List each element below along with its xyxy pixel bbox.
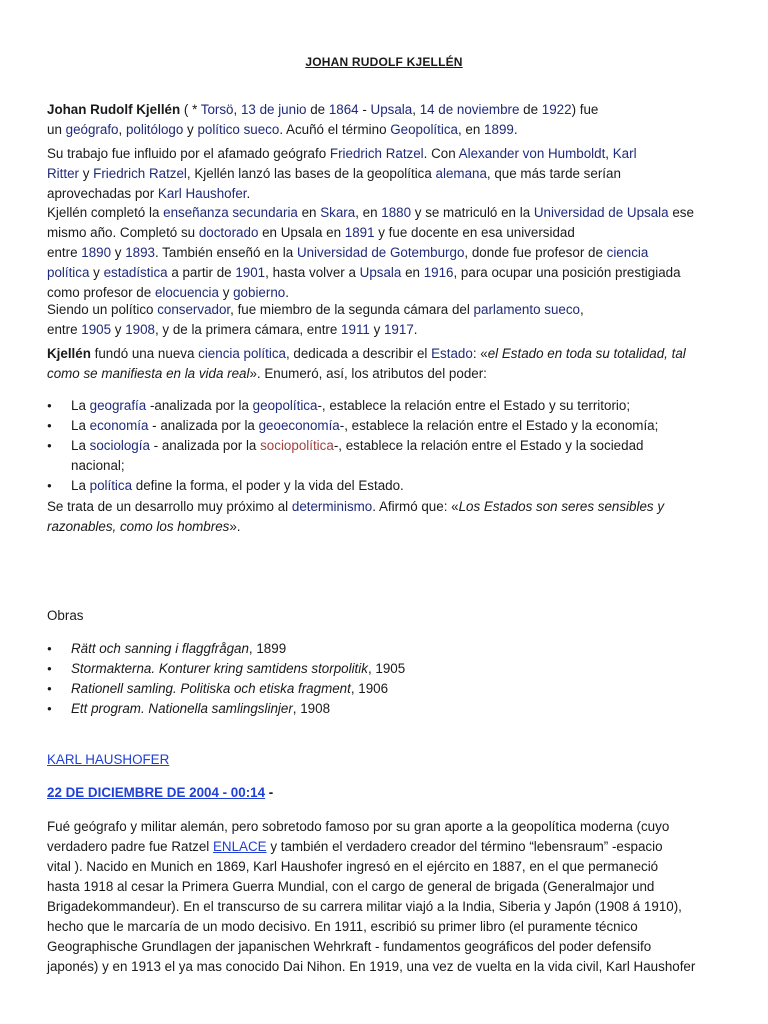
link-1899[interactable]: 1899 [484, 122, 514, 137]
list-item: ● La economía - analizada por la geoeconomía-, establece la relación entre el Estado y la economía; [47, 416, 727, 436]
link-geopolitica[interactable]: Geopolítica [390, 122, 458, 137]
link-gobierno[interactable]: gobierno [233, 285, 286, 300]
list-item: ● Rationell samling. Politiska och etiska fragment, 1906 [47, 679, 727, 699]
page-title: JOHAN RUDOLF KJELLÉN [305, 55, 463, 69]
link-geografo[interactable]: geógrafo [65, 122, 119, 137]
link-1911[interactable]: 1911 [341, 322, 370, 337]
link-estadistica[interactable]: estadística [103, 265, 168, 280]
haushofer-paragraph: Fué geógrafo y militar alemán, pero sobretodo famoso por su gran aporte a la geopolítica moderna (cuyo verdadero padre fue Ratzel ENLACE y también el verdadero creador del término “lebensraum” -espacio vital ). Nacido en Munich en 1869, Karl Haushofer ingresó en el ejército en 1887, en el que permaneció hasta 1918 al cesar la Primera Guerra Mundial, con el cargo de general de brigada (Generalmajor und Brigadekommandeur). En el transcurso de su carrera militar viajó a la India, Siberia y Japón (1908 á 1910), hecho que le marcaría de un modo decisivo. En 1911, escribió su primer libro (el puramente técnico Geographische Grundlagen der japanischen Wehrkraft - fundamentos geográficos del poder defensifo japonés) y en 1913 el ya mas conocido Dai Nihon. En 1919, una vez de vuelta en la vida civil, Karl Haushofer [47, 819, 696, 974]
link-1922[interactable]: 1922 [541, 102, 572, 117]
politics-paragraph: Siendo un político conservador, fue miembro de la segunda cámara del parlamento sueco, entre 1905 y 1908, y de la primera cámara, entre 1911 y 1917. [47, 302, 584, 337]
link-1890[interactable]: 1890 [81, 245, 112, 260]
link-politica[interactable]: política [47, 265, 90, 280]
link-1905[interactable]: 1905 [81, 322, 112, 337]
link-ratzel-2[interactable]: Friedrich Ratzel [93, 166, 187, 181]
link-13-junio[interactable]: 13 de junio [240, 102, 307, 117]
link-geopolitica-2[interactable]: geopolítica [252, 398, 318, 413]
link-upsala[interactable]: Upsala [370, 102, 413, 117]
link-post-date[interactable]: 22 DE DICIEMBRE DE 2004 - 00:14 [47, 785, 266, 800]
attributes-list [47, 396, 727, 496]
link-humboldt[interactable]: Alexander von Humboldt [458, 146, 606, 161]
link-karl-ritter-2[interactable]: Ritter [47, 166, 79, 181]
link-doctorado[interactable]: doctorado [198, 225, 259, 240]
link-ciencia-politica[interactable]: ciencia política [198, 346, 286, 361]
link-estado[interactable]: Estado [431, 346, 473, 361]
link-geografia[interactable]: geografía [89, 398, 147, 413]
link-enlace[interactable]: ENLACE [213, 839, 267, 854]
link-politica-2[interactable]: política [89, 478, 133, 493]
link-conservador[interactable]: conservador [157, 302, 231, 317]
determinism-paragraph: Se trata de un desarrollo muy próximo al determinismo. Afirmó que: «Los Estados son seres sensibles y razonables, como los hombres». [47, 499, 665, 534]
link-geoeconomia[interactable]: geoeconomía [258, 418, 340, 433]
works-list [47, 639, 727, 719]
link-sociologia[interactable]: sociología [89, 438, 150, 453]
education-paragraph: Kjellén completó la enseñanza secundaria en Skara, en 1880 y se matriculó en la Universidad de Upsala ese mismo año. Completó su doctorado en Upsala en 1891 y fue docente en esa universidad entre 1890 y 1893. También enseñó en la Universidad de Gotemburgo, donde fue profesor de ciencia política y estadística a partir de 1901, hasta volver a Upsala en 1916, para ocupar una posición prestigiada como profesor de elocuencia y gobierno. [47, 205, 694, 300]
link-sociopolitica[interactable]: sociopolítica [260, 438, 334, 453]
link-1916[interactable]: 1916 [423, 265, 454, 280]
subject-name: Johan Rudolf Kjellén [47, 102, 181, 117]
link-upsala-2[interactable]: Upsala [359, 265, 402, 280]
link-1880[interactable]: 1880 [381, 205, 412, 220]
list-item: ● La política define la forma, el poder y la vida del Estado. [47, 476, 727, 496]
list-item: ● La sociología - analizada por la sociopolítica-, establece la relación entre el Estado y la sociedad nacional; [47, 436, 727, 476]
link-14-noviembre[interactable]: 14 de noviembre [419, 102, 520, 117]
influences-paragraph: Su trabajo fue influido por el afamado geógrafo Friedrich Ratzel. Con Alexander von Humboldt, Karl Ritter y Friedrich Ratzel, Kjellén lanzó las bases de la geopolítica alemana, que más tarde serían aprovechadas por Karl Haushofer. [47, 146, 637, 201]
list-item: ● Rätt och sanning i flaggfrågan, 1899 [47, 639, 727, 659]
link-1908[interactable]: 1908 [125, 322, 155, 337]
link-ciencia[interactable]: ciencia [606, 245, 649, 260]
link-torso[interactable]: Torsö [200, 102, 234, 117]
link-economia[interactable]: economía [89, 418, 149, 433]
state-paragraph: Kjellén fundó una nueva ciencia política, dedicada a describir el Estado: «el Estado en toda su totalidad, tal como se manifiesta en la vida real». Enumeró, así, los atributos del poder: [47, 346, 686, 381]
link-elocuencia[interactable]: elocuencia [154, 285, 219, 300]
intro-paragraph: Johan Rudolf Kjellén ( * Torsö, 13 de junio de 1864 - Upsala, 14 de noviembre de 1922) fue un geógrafo, politólogo y político sueco. Acuñó el término Geopolítica, en 1899. [47, 102, 599, 137]
link-universidad-gotemburgo[interactable]: Universidad de Gotemburgo [296, 245, 465, 260]
link-1901[interactable]: 1901 [235, 265, 266, 280]
link-parlamento-sueco[interactable]: parlamento sueco [473, 302, 580, 317]
works-heading: Obras [47, 608, 84, 623]
link-politologo[interactable]: politólogo [125, 122, 184, 137]
link-karl-haushofer[interactable]: Karl Haushofer [157, 186, 247, 201]
link-politico-sueco[interactable]: político sueco [197, 122, 280, 137]
list-item: ● Ett program. Nationella samlingslinjer, 1908 [47, 699, 727, 719]
list-item: ● La geografía -analizada por la geopolítica-, establece la relación entre el Estado y su territorio; [47, 396, 727, 416]
link-ensenanza[interactable]: enseñanza secundaria [163, 205, 298, 220]
link-karl-haushofer-heading[interactable]: KARL HAUSHOFER [47, 752, 170, 767]
link-alemana[interactable]: alemana [435, 166, 487, 181]
haushofer-heading [47, 750, 727, 770]
link-determinismo[interactable]: determinismo [291, 499, 373, 514]
list-item: ● Stormakterna. Konturer kring samtidens storpolitik, 1905 [47, 659, 727, 679]
link-1893[interactable]: 1893 [125, 245, 155, 260]
link-1917[interactable]: 1917 [383, 322, 414, 337]
link-universidad-upsala[interactable]: Universidad de Upsala [533, 205, 669, 220]
link-1891[interactable]: 1891 [344, 225, 375, 240]
post-date: 22 DE DICIEMBRE DE 2004 - 00:14 - [47, 785, 274, 800]
link-skara[interactable]: Skara [320, 205, 356, 220]
link-karl-ritter[interactable]: Karl [612, 146, 637, 161]
link-ratzel[interactable]: Friedrich Ratzel [329, 146, 424, 161]
link-1864[interactable]: 1864 [328, 102, 359, 117]
